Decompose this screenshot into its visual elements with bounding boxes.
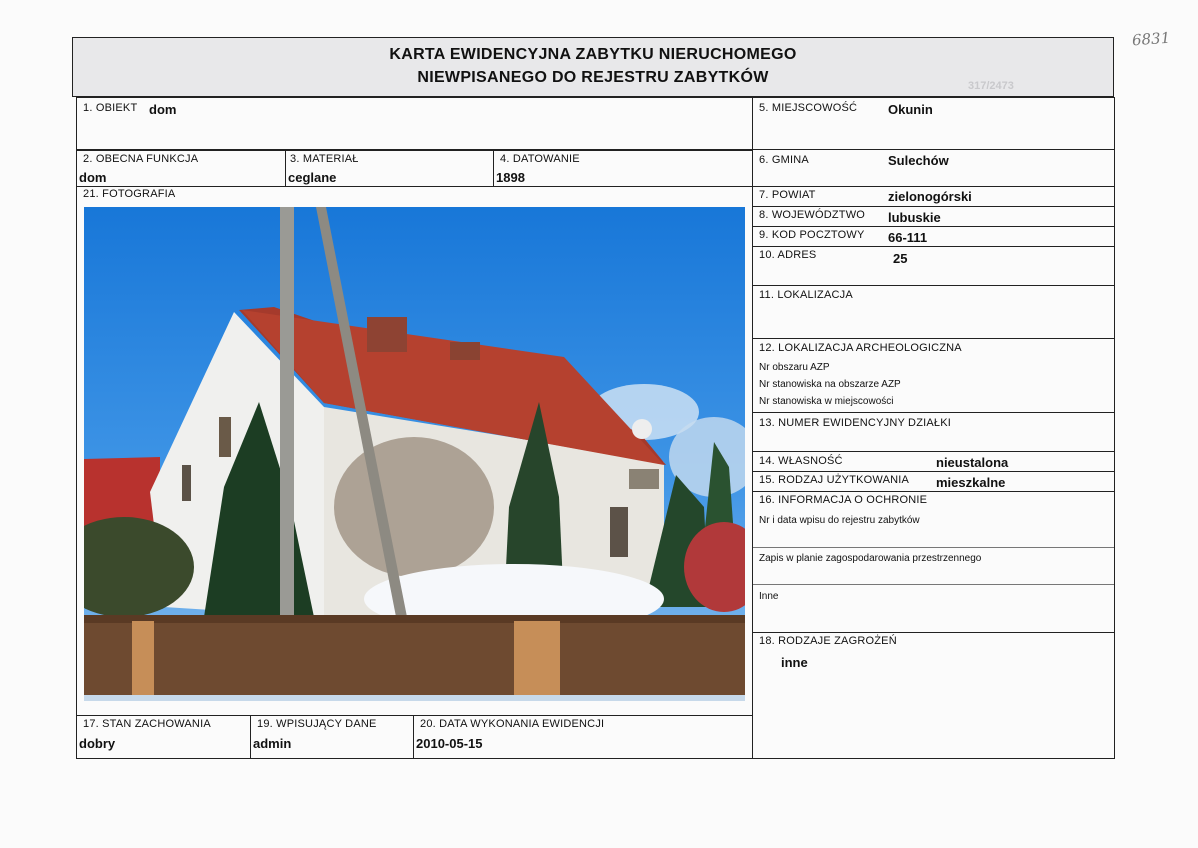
- field-adres: [752, 246, 1115, 286]
- field-datowanie: [493, 150, 753, 187]
- material-value: ceglane: [288, 170, 337, 185]
- title-band: [72, 37, 1114, 97]
- powiat-label: 7. POWIAT: [759, 189, 816, 201]
- datowanie-value: 1898: [496, 170, 525, 185]
- field-numer-dzialki: [752, 412, 1115, 452]
- obecna-funkcja-label: 2. OBECNA FUNKCJA: [83, 153, 199, 165]
- card-title-line-2: NIEWPISANEGO DO REJESTRU ZABYTKÓW: [417, 69, 769, 86]
- wlasnosc-value: nieustalona: [936, 455, 1009, 470]
- field-kod-pocztowy: [752, 226, 1115, 247]
- nr-stanowiska-miejscowosc: Nr stanowiska w miejscowości: [759, 396, 894, 407]
- zagrozenia-label: 18. RODZAJE ZAGROŻEŃ: [759, 635, 897, 647]
- field-rodzaje-zagrozen: [752, 632, 1115, 759]
- register-reference: 317/2473: [968, 80, 1014, 92]
- wlasnosc-label: 14. WŁASNOŚĆ: [759, 455, 843, 467]
- ochrona-label: 16. INFORMACJA O OCHRONIE: [759, 494, 928, 506]
- field-data-wykonania: [413, 715, 753, 759]
- field-lokalizacja-archeologiczna: [752, 338, 1115, 413]
- gmina-label: 6. GMINA: [759, 154, 809, 166]
- nr-stanowiska-azp: Nr stanowiska na obszarze AZP: [759, 379, 901, 390]
- ochrona-divider-2: [753, 584, 1114, 585]
- zapis-w-planie: Zapis w planie zagospodarowania przestrzennego: [759, 553, 982, 564]
- wpisujacy-value: admin: [253, 736, 292, 751]
- field-miejscowosc: [752, 97, 1115, 150]
- data-wykonania-value: 2010-05-15: [416, 736, 483, 751]
- miejscowosc-label: 5. MIEJSCOWOŚĆ: [759, 102, 858, 114]
- house-photograph: [84, 207, 745, 701]
- data-wykonania-label: 20. DATA WYKONANIA EWIDENCJI: [420, 718, 605, 730]
- handwritten-number: 6831: [1131, 28, 1171, 50]
- field-lokalizacja: [752, 285, 1115, 339]
- kod-pocztowy-label: 9. KOD POCZTOWY: [759, 229, 865, 241]
- field-wojewodztwo: [752, 206, 1115, 227]
- field-obecna-funkcja: [76, 150, 286, 187]
- material-label: 3. MATERIAŁ: [290, 153, 359, 165]
- kod-pocztowy-value: 66-111: [888, 230, 928, 245]
- card-title-line-1: KARTA EWIDENCYJNA ZABYTKU NIERUCHOMEGO: [389, 46, 797, 63]
- miejscowosc-value: Okunin: [888, 102, 933, 117]
- field-wpisujacy: [250, 715, 414, 759]
- field-obiekt: [76, 97, 753, 150]
- wojewodztwo-label: 8. WOJEWÓDZTWO: [759, 209, 866, 221]
- rodzaj-uzytkowania-label: 15. RODZAJ UŻYTKOWANIA: [759, 474, 910, 486]
- field-rodzaj-uzytkowania: [752, 471, 1115, 492]
- nr-data-wpisu-rejestru: Nr i data wpisu do rejestru zabytków: [759, 515, 920, 526]
- powiat-value: zielonogórski: [888, 189, 972, 204]
- field-informacja-o-ochronie: [752, 491, 1115, 633]
- lokalizacja-label: 11. LOKALIZACJA: [759, 289, 853, 301]
- field-material: [285, 150, 494, 187]
- ochrona-divider-1: [753, 547, 1114, 548]
- field-wlasnosc: [752, 451, 1115, 472]
- obiekt-label: 1. OBIEKT: [83, 102, 138, 114]
- field-powiat: [752, 186, 1115, 207]
- adres-value: 25: [893, 251, 908, 266]
- numer-dzialki-label: 13. NUMER EWIDENCYJNY DZIAŁKI: [759, 417, 952, 429]
- gmina-value: Sulechów: [888, 153, 949, 168]
- stan-zachowania-value: dobry: [79, 736, 116, 751]
- fotografia-label: 21. FOTOGRAFIA: [83, 188, 176, 200]
- wpisujacy-label: 19. WPISUJĄCY DANE: [257, 718, 377, 730]
- datowanie-label: 4. DATOWANIE: [500, 153, 580, 165]
- wojewodztwo-value: lubuskie: [888, 210, 941, 225]
- adres-label: 10. ADRES: [759, 249, 817, 261]
- stan-zachowania-label: 17. STAN ZACHOWANIA: [83, 718, 211, 730]
- zagrozenia-value: inne: [781, 655, 808, 670]
- rodzaj-uzytkowania-value: mieszkalne: [936, 475, 1006, 490]
- ochrona-inne: Inne: [759, 591, 779, 602]
- field-gmina: [752, 149, 1115, 187]
- nr-obszaru-azp: Nr obszaru AZP: [759, 362, 830, 373]
- lokalizacja-arch-label: 12. LOKALIZACJA ARCHEOLOGICZNA: [759, 342, 962, 354]
- obecna-funkcja-value: dom: [79, 170, 107, 185]
- field-stan-zachowania: [76, 715, 251, 759]
- obiekt-value: dom: [149, 102, 177, 117]
